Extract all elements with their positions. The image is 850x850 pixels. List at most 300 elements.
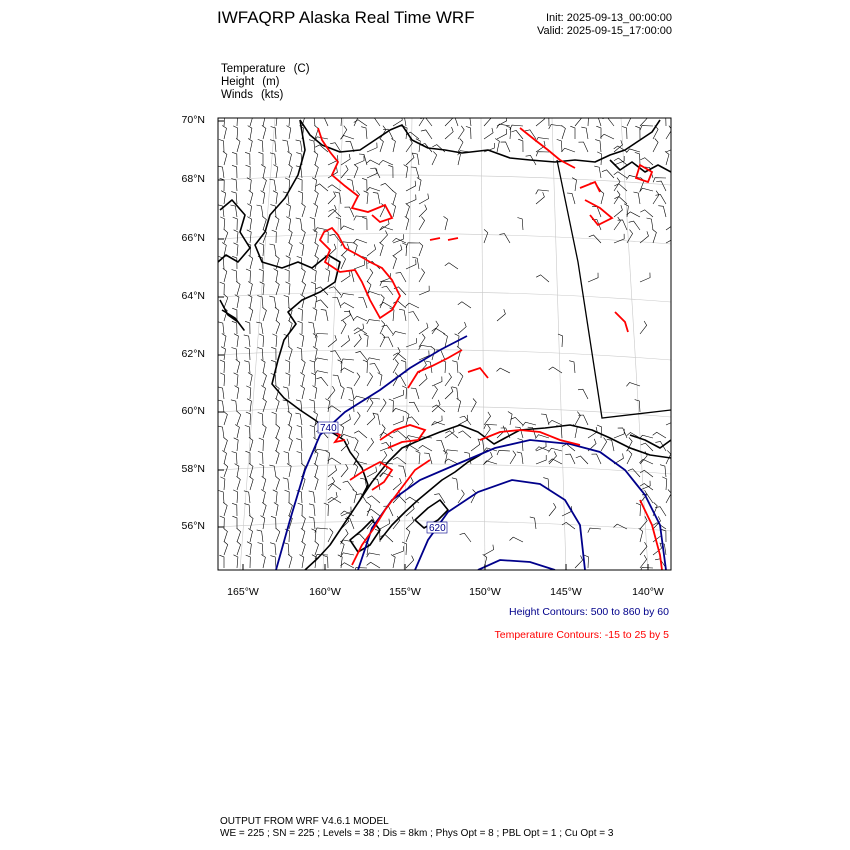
wind-barb xyxy=(315,371,329,375)
wind-barb xyxy=(286,204,290,217)
wind-barb xyxy=(548,448,562,452)
wind-barb xyxy=(614,205,622,217)
wind-barb xyxy=(298,191,303,204)
wind-barb xyxy=(257,530,263,542)
wind-barb xyxy=(310,217,315,230)
wind-barb xyxy=(272,412,277,425)
wind-barb xyxy=(219,491,225,504)
wind-barb xyxy=(288,411,292,425)
wind-barb xyxy=(223,502,227,516)
wind-barb xyxy=(313,334,317,348)
wind-barb xyxy=(297,426,302,439)
wind-barb xyxy=(355,351,367,360)
model-footer xyxy=(220,816,613,840)
wind-barb xyxy=(300,243,304,256)
wind-barb xyxy=(536,190,549,194)
wind-barb xyxy=(309,517,315,529)
wind-barb xyxy=(297,452,302,465)
wind-barb xyxy=(288,554,292,568)
wind-barb xyxy=(640,516,647,529)
wind-barb xyxy=(314,190,318,204)
wind-barb xyxy=(511,130,523,139)
lat-label: 64°N xyxy=(181,290,205,302)
wind-barb xyxy=(309,504,315,516)
wind-barb xyxy=(402,243,407,256)
wind-barb xyxy=(273,490,277,503)
wind-barb xyxy=(354,373,360,386)
wind-barb xyxy=(569,361,575,373)
lon-label: 155°W xyxy=(389,586,421,598)
wind-barb xyxy=(263,307,267,321)
wind-barb xyxy=(247,230,251,243)
wind-barb xyxy=(234,555,238,568)
wind-barb xyxy=(283,478,289,490)
wind-barb xyxy=(332,298,341,309)
wind-barb xyxy=(314,476,318,490)
wind-barb xyxy=(639,528,643,542)
wind-barb xyxy=(393,115,402,126)
wind-barb xyxy=(235,295,239,308)
wind-barb xyxy=(517,452,523,464)
wind-barb xyxy=(328,492,337,503)
wind-barb xyxy=(233,126,238,139)
wind-barb xyxy=(517,218,523,231)
wind-barb xyxy=(325,269,329,282)
wind-barb xyxy=(596,126,601,139)
wind-barb xyxy=(285,178,290,191)
wind-barb xyxy=(224,411,228,425)
wind-barb xyxy=(641,443,653,451)
wind-barb xyxy=(296,140,302,152)
wind-barb xyxy=(449,116,458,127)
height-contour-legend: Height Contours: 500 to 860 by 60 xyxy=(509,606,669,618)
wind-barb xyxy=(234,334,238,347)
wind-barb xyxy=(373,192,380,204)
wind-barb xyxy=(635,126,640,139)
wind-barb xyxy=(300,334,304,347)
wind-barb xyxy=(289,437,293,451)
wind-barb xyxy=(544,113,549,126)
wind-barb xyxy=(335,192,341,204)
wind-barb xyxy=(261,386,265,400)
wind-barb xyxy=(367,373,373,386)
wind-barb xyxy=(283,543,289,555)
wind-barb xyxy=(640,113,648,126)
wind-barb xyxy=(247,217,251,230)
wind-barb xyxy=(614,429,624,438)
wind-barb xyxy=(298,308,303,321)
wind-barb xyxy=(296,439,302,451)
wind-barb xyxy=(256,322,263,334)
wind-barb xyxy=(285,113,290,126)
wind-barb xyxy=(501,142,510,152)
wind-barb xyxy=(367,160,381,165)
wind-barb xyxy=(231,179,237,191)
wind-barb xyxy=(378,373,382,386)
wind-barb xyxy=(263,372,267,386)
wind-barb xyxy=(662,477,667,490)
wind-barb xyxy=(288,424,292,438)
wind-barb xyxy=(549,503,556,516)
wind-barb xyxy=(614,172,627,178)
wind-barb xyxy=(224,463,228,477)
wind-barb xyxy=(626,383,640,387)
wind-barb xyxy=(358,298,367,309)
wind-barb xyxy=(614,524,628,529)
wind-barb xyxy=(565,454,575,464)
wind-barb xyxy=(276,476,280,490)
wind-barb xyxy=(328,483,341,490)
wind-barb xyxy=(274,269,278,282)
wind-barb xyxy=(392,204,396,218)
wind-barb xyxy=(341,321,346,335)
wind-barb xyxy=(249,515,253,529)
wind-barb xyxy=(653,432,666,438)
wind-barb xyxy=(379,160,393,165)
wind-barb xyxy=(518,139,523,152)
wind-barb xyxy=(341,255,346,269)
wind-barb xyxy=(275,437,279,451)
wind-barb xyxy=(406,556,414,568)
wind-barb xyxy=(300,386,304,400)
wind-barb xyxy=(391,139,395,153)
wind-barbs xyxy=(218,112,677,572)
wind-barb xyxy=(458,322,466,334)
wind-barb xyxy=(393,457,406,464)
wind-barb xyxy=(647,218,654,230)
wind-barb xyxy=(246,165,251,178)
wind-barb xyxy=(640,210,653,217)
wind-barb xyxy=(235,464,239,477)
wind-barb xyxy=(402,386,407,399)
wind-barb xyxy=(341,335,350,347)
wind-barb xyxy=(406,203,410,217)
wind-barb xyxy=(275,281,279,295)
wind-barb xyxy=(269,296,276,308)
lat-label: 56°N xyxy=(181,520,205,532)
wind-barb xyxy=(219,139,224,152)
wind-barb xyxy=(592,454,602,464)
wind-barb xyxy=(665,151,669,165)
wind-barb xyxy=(380,281,393,286)
wind-barb xyxy=(536,442,546,451)
wind-barb xyxy=(312,529,317,542)
wind-barb xyxy=(232,452,237,465)
wind-barb xyxy=(288,242,292,256)
wind-barb xyxy=(328,386,335,399)
wind-barb xyxy=(602,170,614,178)
wind-barb xyxy=(572,178,576,191)
wind-barb xyxy=(391,555,395,569)
wind-barb xyxy=(224,229,228,243)
wind-barb xyxy=(301,528,305,542)
wind-barb xyxy=(419,217,425,230)
wind-barb xyxy=(367,398,380,403)
wind-barb xyxy=(549,125,562,129)
wind-barb xyxy=(272,334,277,347)
wind-barb xyxy=(622,126,627,139)
wind-barb xyxy=(270,153,276,165)
wind-barb xyxy=(380,231,388,244)
wind-barb xyxy=(237,541,241,555)
wind-barb xyxy=(340,226,354,230)
wind-barb xyxy=(221,191,225,204)
wind-barb xyxy=(341,310,350,321)
wind-barb xyxy=(640,126,653,131)
wind-barb xyxy=(309,140,315,152)
wind-barb xyxy=(629,221,640,230)
wind-barb xyxy=(603,117,615,126)
wind-barb xyxy=(406,303,420,308)
height-label-620: 620 xyxy=(429,523,446,534)
wind-barb xyxy=(460,533,471,542)
wind-barb xyxy=(275,307,279,321)
wind-barb xyxy=(419,323,428,334)
height-label-740: 740 xyxy=(320,423,337,434)
wind-barb xyxy=(594,166,601,178)
wind-barb xyxy=(588,273,598,282)
wind-barb xyxy=(367,269,373,282)
wind-barb xyxy=(627,451,632,465)
wind-barb xyxy=(312,178,316,191)
wind-barb xyxy=(398,466,406,477)
wind-barb xyxy=(218,426,224,438)
wind-barb xyxy=(261,165,265,179)
wind-barb xyxy=(341,553,355,557)
wind-barb xyxy=(270,556,276,568)
wind-barb xyxy=(406,517,414,529)
wind-barb xyxy=(328,185,341,191)
wind-barb xyxy=(244,491,250,503)
wind-barb xyxy=(246,412,251,425)
wind-barb xyxy=(380,320,385,334)
wind-barb xyxy=(627,112,632,126)
wind-barb xyxy=(248,529,252,543)
lat-label: 60°N xyxy=(181,405,205,417)
wind-barb xyxy=(261,191,265,204)
wind-barb xyxy=(370,363,380,373)
wind-barb xyxy=(419,334,425,347)
wind-barb xyxy=(234,438,239,451)
lat-label: 58°N xyxy=(181,463,205,475)
wind-barb xyxy=(222,243,226,257)
wind-barb xyxy=(556,426,562,438)
wind-barb xyxy=(367,496,380,503)
wind-barb xyxy=(406,243,419,248)
wind-barb xyxy=(258,543,264,556)
wind-barb xyxy=(354,112,359,126)
wind-barb xyxy=(263,177,267,191)
wind-barb xyxy=(445,387,453,399)
wind-barb xyxy=(313,386,317,399)
wind-barb xyxy=(258,348,264,361)
wind-barb xyxy=(311,373,316,386)
wind-barb xyxy=(458,126,464,139)
wind-barb xyxy=(416,451,420,464)
wind-barb xyxy=(221,347,225,360)
wind-barb xyxy=(600,134,614,139)
wind-barb xyxy=(419,242,423,256)
wind-barb xyxy=(222,451,226,465)
wind-barb xyxy=(310,361,315,374)
wind-barb xyxy=(549,451,557,464)
wind-barb xyxy=(536,192,544,204)
wind-barb xyxy=(314,450,318,464)
wind-barb xyxy=(445,114,453,126)
wind-barb xyxy=(235,386,239,399)
wind-barb xyxy=(380,334,385,348)
wind-barb xyxy=(588,528,601,533)
wind-barb xyxy=(232,152,237,165)
wind-barb xyxy=(367,438,374,451)
wind-barb xyxy=(270,244,277,256)
wind-barb xyxy=(471,440,480,451)
wind-barb xyxy=(419,194,429,204)
wind-barb xyxy=(460,416,471,425)
wind-barb xyxy=(288,346,292,360)
wind-barb xyxy=(221,113,226,126)
wind-barb xyxy=(285,360,290,373)
wind-barb xyxy=(354,324,364,334)
wind-barb xyxy=(382,286,393,295)
wind-barb xyxy=(653,191,659,204)
wind-barb xyxy=(639,188,653,192)
wind-barb xyxy=(411,388,419,399)
wind-barb xyxy=(301,268,305,282)
wind-barb xyxy=(262,424,266,438)
wind-barb xyxy=(232,503,237,516)
wind-barb xyxy=(248,373,252,387)
wind-barb xyxy=(379,242,383,256)
temperature-contours xyxy=(318,128,662,570)
wind-barb xyxy=(354,437,358,451)
wind-barb xyxy=(465,114,471,126)
wind-barb xyxy=(458,302,471,308)
wind-barb xyxy=(660,465,666,477)
wind-barb xyxy=(218,322,224,334)
wind-barb xyxy=(640,555,647,568)
wind-barb xyxy=(412,153,419,165)
wind-barb xyxy=(248,139,252,153)
wind-barb xyxy=(421,130,432,139)
wind-barb xyxy=(406,528,410,542)
wind-barb xyxy=(353,490,357,504)
wind-barb xyxy=(458,373,463,387)
wind-barb xyxy=(635,152,640,165)
wind-barb xyxy=(328,335,337,347)
wind-barb xyxy=(328,465,337,477)
wind-barb xyxy=(298,321,303,334)
wind-barb xyxy=(367,413,375,425)
lon-label: 150°W xyxy=(469,586,501,598)
wind-barb xyxy=(536,114,545,126)
wind-barb xyxy=(653,139,658,153)
wind-barb xyxy=(314,203,318,217)
wind-barb xyxy=(432,377,442,387)
wind-barb xyxy=(301,359,305,373)
wind-barb xyxy=(301,229,305,243)
wind-barb xyxy=(409,402,419,412)
wind-barb xyxy=(274,165,278,178)
wind-barb xyxy=(347,388,354,400)
wind-barb xyxy=(262,476,266,490)
wind-barb xyxy=(248,126,252,139)
wind-barb xyxy=(262,502,266,516)
wind-barb xyxy=(233,217,238,230)
wind-barb xyxy=(367,358,381,362)
wind-barb xyxy=(220,373,225,386)
wind-barb xyxy=(445,450,458,455)
wind-barb xyxy=(600,190,604,204)
wind-barb xyxy=(275,450,279,464)
wind-barb xyxy=(237,411,241,425)
wind-barb xyxy=(484,545,494,555)
wind-barb xyxy=(656,195,667,205)
wind-barb xyxy=(640,321,647,334)
wind-barb xyxy=(309,114,315,126)
wind-barb xyxy=(328,458,341,464)
border xyxy=(557,160,671,418)
wind-barb xyxy=(287,126,291,139)
wind-barb xyxy=(248,282,252,296)
wind-barb xyxy=(343,481,354,490)
wind-barb xyxy=(584,113,589,126)
wind-barb xyxy=(340,385,344,399)
wind-barb xyxy=(593,115,601,126)
wind-barb xyxy=(363,360,368,373)
wind-barb xyxy=(313,308,317,321)
wind-barb xyxy=(388,165,393,178)
wind-barb xyxy=(249,463,253,477)
wind-barb xyxy=(231,400,237,412)
wind-barb xyxy=(393,478,401,490)
wind-barb xyxy=(315,541,319,555)
wind-barb xyxy=(419,205,427,217)
wind-barb xyxy=(247,204,251,217)
lon-label: 145°W xyxy=(550,586,582,598)
lat-label: 62°N xyxy=(181,348,205,360)
wind-barb xyxy=(640,231,649,243)
wind-barb xyxy=(246,386,251,399)
wind-barb xyxy=(261,113,265,127)
wind-barb xyxy=(328,529,333,543)
wind-barb xyxy=(614,234,624,243)
wind-barb xyxy=(302,515,306,529)
wind-barb xyxy=(495,139,499,153)
wind-barb xyxy=(406,338,416,347)
wind-barb xyxy=(640,542,647,555)
wind-barb xyxy=(284,452,289,465)
wind-barb xyxy=(233,113,238,126)
wind-barb xyxy=(237,528,241,542)
wind-barb xyxy=(271,347,276,360)
wind-barb xyxy=(259,464,264,477)
wind-barb xyxy=(261,360,265,374)
lat-label: 66°N xyxy=(181,232,205,244)
wind-barb xyxy=(220,477,225,490)
wind-barb xyxy=(484,412,491,425)
wind-barb xyxy=(607,439,614,451)
wind-barb xyxy=(271,516,276,529)
wind-barb xyxy=(259,243,264,256)
wind-barb xyxy=(235,425,239,439)
wind-barb xyxy=(419,445,432,451)
wind-barb xyxy=(262,125,266,139)
wind-barb xyxy=(298,503,303,516)
wind-barb xyxy=(452,361,458,373)
wind-barb xyxy=(341,368,355,373)
wind-barb xyxy=(445,431,458,438)
